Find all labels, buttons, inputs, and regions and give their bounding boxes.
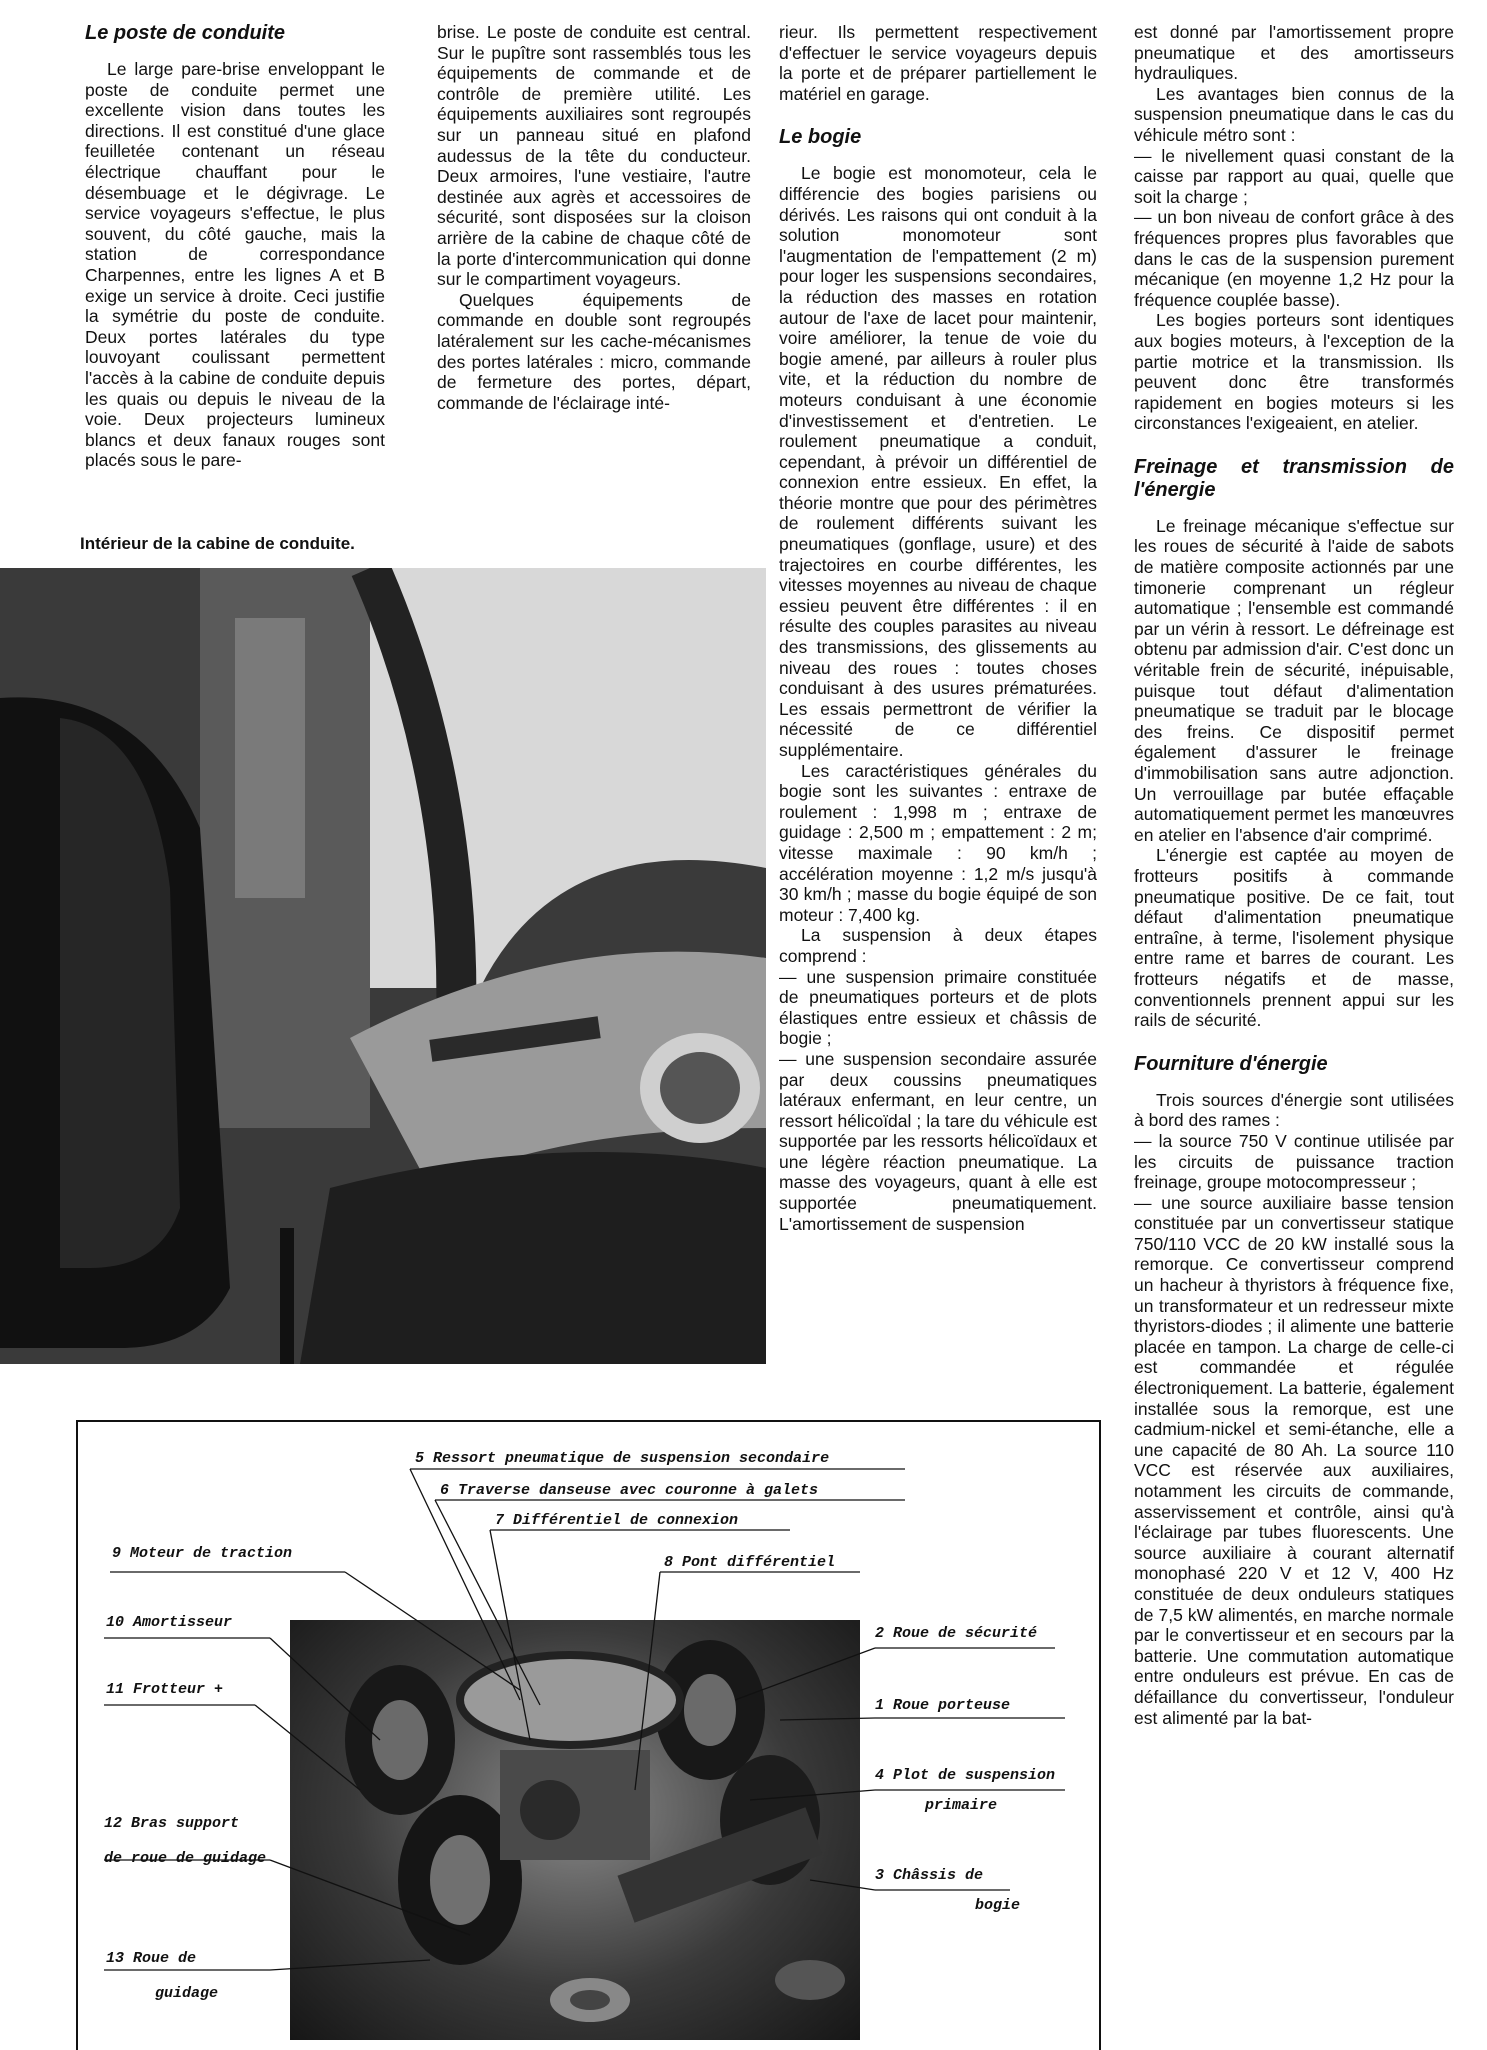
- list-item: — la source 750 V continue utilisée par les circuits de puissance traction freinage, groupe motocompresseur ;: [1134, 1130, 1454, 1193]
- diagram-label-4b: primaire: [925, 1797, 998, 1814]
- column-3: [779, 22, 1097, 1234]
- paragraph: rieur. Ils permettent respectivement d'effectuer le service voyageurs depuis la porte et de préparer partiellement le matériel en garage.: [779, 22, 1097, 104]
- section-heading-poste: Le poste de conduite: [85, 22, 286, 44]
- diagram-label-12b: de roue de guidage: [104, 1850, 267, 1867]
- diagram-label-4a: 4 Plot de suspension: [875, 1767, 1056, 1784]
- diagram-label-3b: bogie: [975, 1897, 1021, 1914]
- list-item: — une suspension secondaire assurée par deux coussins pneumatiques latéraux enfermant, en leur centre, un ressort hélicoïdal ; la tare du véhicule est supportée par les ressorts hélicoïdaux et une légère réaction pneumatique. La masse des voyageurs, quant à elle est supportée pneumatiquement. L'amortissement de suspension: [779, 1048, 1097, 1234]
- diagram-label-3a: 3 Châssis de: [875, 1867, 984, 1884]
- list-item: — un bon niveau de confort grâce à des fréquences propres plus favorables que dans le cas de la suspension purement mécanique (en moyenne 1,2 Hz pour la fréquence couplée basse).: [1134, 207, 1454, 310]
- diagram-label-10: 10 Amortisseur: [106, 1614, 233, 1631]
- section-heading-energie: Fourniture d'énergie: [1134, 1052, 1328, 1075]
- paragraph: Les avantages bien connus de la suspension pneumatique dans le cas du véhicule métro sont :: [1134, 83, 1454, 145]
- paragraph: Trois sources d'énergie sont utilisées à bord des rames :: [1134, 1089, 1454, 1131]
- paragraph: Le bogie est monomoteur, cela le différencie des bogies parisiens ou dérivés. Les raisons qui ont conduit à la solution monomoteur sont l'augmentation de l'empattement (2 m) pour loger les suspensions secondaires, la réduction des masses en rotation autour de l'axe de lacet pour maintenir, voire améliorer, la tenue de voie du bogie amené, par ailleurs à rouler plus vite, et la réduction du nombre de moteurs conduisant à une économie d'investissement et d'entretien. Le roulement pneumatique a conduit, cependant, à prévoir un différentiel de connexion entre essieux. En effet, la théorie montre que pour des périmètres de roulement différents suivant les pneumatiques (gonflage, usure) et des trajectoires en courbe différentes, les vitesses moyennes au niveau de chaque essieu peuvent être différentes : il en résulte des couples parasites au niveau des transmissions, des glissements au niveau des roues : toutes choses conduisant à des usures prématurées. Les essais permettront de vérifier la nécessité de ce différentiel supplémentaire.: [779, 163, 1097, 760]
- paragraph: Quelques équipements de commande en double sont regroupés latéralement sur les cache-mécanismes des portes latérales : micro, commande de fermeture des portes, départ, commande de l'éclairage inté-: [437, 289, 751, 413]
- diagram-label-5: 5 Ressort pneumatique de suspension secondaire: [415, 1450, 830, 1467]
- cab-interior-photo: [0, 568, 766, 1364]
- diagram-label-1: 1 Roue porteuse: [875, 1697, 1011, 1714]
- paragraph: Les caractéristiques générales du bogie sont les suivantes : entraxe de roulement : 1,998 m ; entraxe de guidage : 2,500 m ; empattement : 2 m; vitesse maximale : 90 km/h ; accélération moyenne : 1,2 m/s jusqu'à 30 km/h ; masse du bogie équipé de son moteur : 7,400 kg.: [779, 760, 1097, 925]
- paragraph: L'énergie est captée au moyen de frotteurs positifs à commande pneumatique positive. De ce fait, tout défaut d'alimentation pneumatique entraîne, à terme, l'isolement physique entre rame et barres de courant. Les frotteurs négatifs et de masse, conventionnels prennent appui sur les rails de sécurité.: [1134, 845, 1454, 1031]
- column-4: [1134, 22, 1454, 1728]
- diagram-label-11: 11 Frotteur +: [106, 1681, 224, 1698]
- diagram-label-8: 8 Pont différentiel: [664, 1554, 836, 1571]
- section-heading-bogie: Le bogie: [779, 126, 862, 149]
- photo-caption: Intérieur de la cabine de conduite.: [80, 534, 355, 553]
- paragraph: La suspension à deux étapes comprend :: [779, 925, 1097, 966]
- list-item: — une source auxiliaire basse tension constituée par un convertisseur statique 750/110 VCC de 20 kW installé sous la remorque. Ce convertisseur comprend un hacheur à thyristors à fréquence fixe, un transformateur et un redresseur mixte thyristors-diodes ; il alimente une batterie placée en tampon. La charge de celle-ci est commandée et régulée électroniquement. La batterie, également installée sous la remorque, est une cadmium-nickel et semi-étanche, elle a une capacité de 80 Ah. La source 110 VCC est réservée aux auxiliaires, notamment les circuits de commande, asservissement et contrôle, ainsi qu'à l'éclairage par tubes fluorescents. Une source auxiliaire à courant alternatif monophasé 220 V et 12 V, 400 Hz constituée de deux onduleurs statiques de 7,5 kW alimentés, en marche normale par le convertisseur et en secours par la batterie. Une commutation automatique entre onduleurs est prévue. En cas de défaillance du convertisseur, l'onduleur est alimenté par la bat-: [1134, 1192, 1454, 1728]
- column-2: [437, 22, 751, 413]
- paragraph: Le large pare-brise enveloppant le poste de conduite permet une excellente vision dans toutes les directions. Il est constitué d'une glace feuilletée contenant un réseau électrique chauffant pour le désembuage et le dégivrage. Le service voyageurs s'effectue, le plus souvent, du côté gauche, mais la station de correspondance Charpennes, entre les lignes A et B exige un service à droite. Ceci justifie la symétrie du poste de conduite. Deux portes latérales du type louvoyant coulissant permettent l'accès à la cabine de conduite depuis les quais ou depuis le niveau de la voie. Deux projecteurs lumineux blancs et deux fanaux rouges sont placés sous le pare-: [85, 59, 385, 471]
- diagram-label-2: 2 Roue de sécurité: [875, 1625, 1038, 1642]
- paragraph: est donné par l'amortissement propre pneumatique et des amortisseurs hydrauliques.: [1134, 22, 1454, 84]
- diagram-label-9: 9 Moteur de traction: [112, 1545, 293, 1562]
- bogie-photo: [290, 1620, 860, 2040]
- section-heading-freinage: Freinage et transmission de l'énergie: [1134, 455, 1454, 501]
- paragraph: Les bogies porteurs sont identiques aux bogies moteurs, à l'exception de la partie motrice et la transmission. Ils peuvent donc être transformés rapidement en bogies moteurs si les circonstances l'exigeaient, en atelier.: [1134, 310, 1454, 434]
- paragraph: brise. Le poste de conduite est central. Sur le pupître sont rassemblés tous les équipements de commande et de contrôle de première utilité. Les équipements auxiliaires sont regroupés sur un panneau situé en plafond audessus de la tête du conducteur. Deux armoires, l'une vestiaire, l'autre destinée aux agrès et accessoires de sécurité, sont disposées sur la cloison arrière de la cabine de chaque côté de la porte d'intercommunication qui donne sur le compartiment voyageurs.: [437, 22, 751, 290]
- diagram-label-12a: 12 Bras support: [104, 1815, 240, 1832]
- diagram-label-13a: 13 Roue de: [106, 1950, 197, 1967]
- list-item: — le nivellement quasi constant de la caisse par rapport au quai, quelle que soit la charge ;: [1134, 145, 1454, 207]
- diagram-label-13b: guidage: [155, 1985, 219, 2002]
- column-1: [85, 22, 385, 471]
- diagram-label-7: 7 Différentiel de connexion: [495, 1512, 739, 1529]
- diagram-label-6: 6 Traverse danseuse avec couronne à galets: [440, 1482, 819, 1499]
- list-item: — une suspension primaire constituée de pneumatiques porteurs et de plots élastiques entre essieux et châssis de bogie ;: [779, 966, 1097, 1049]
- paragraph: Le freinage mécanique s'effectue sur les roues de sécurité à l'aide de sabots de matière composite actionnés par une timonerie comprenant un régleur automatique ; l'ensemble est commandé par un vérin à ressort. Le défreinage est obtenu par admission d'air. C'est donc un véritable frein de sécurité, inépuisable, puisque tout défaut d'alimentation pneumatique se traduit par le blocage des freins. Ce dispositif permet également d'assurer le freinage d'immobilisation sans autre adjonction. Un verrouillage par butée effaçable automatiquement permet les manœuvres en atelier en l'absence d'air comprimé.: [1134, 515, 1454, 845]
